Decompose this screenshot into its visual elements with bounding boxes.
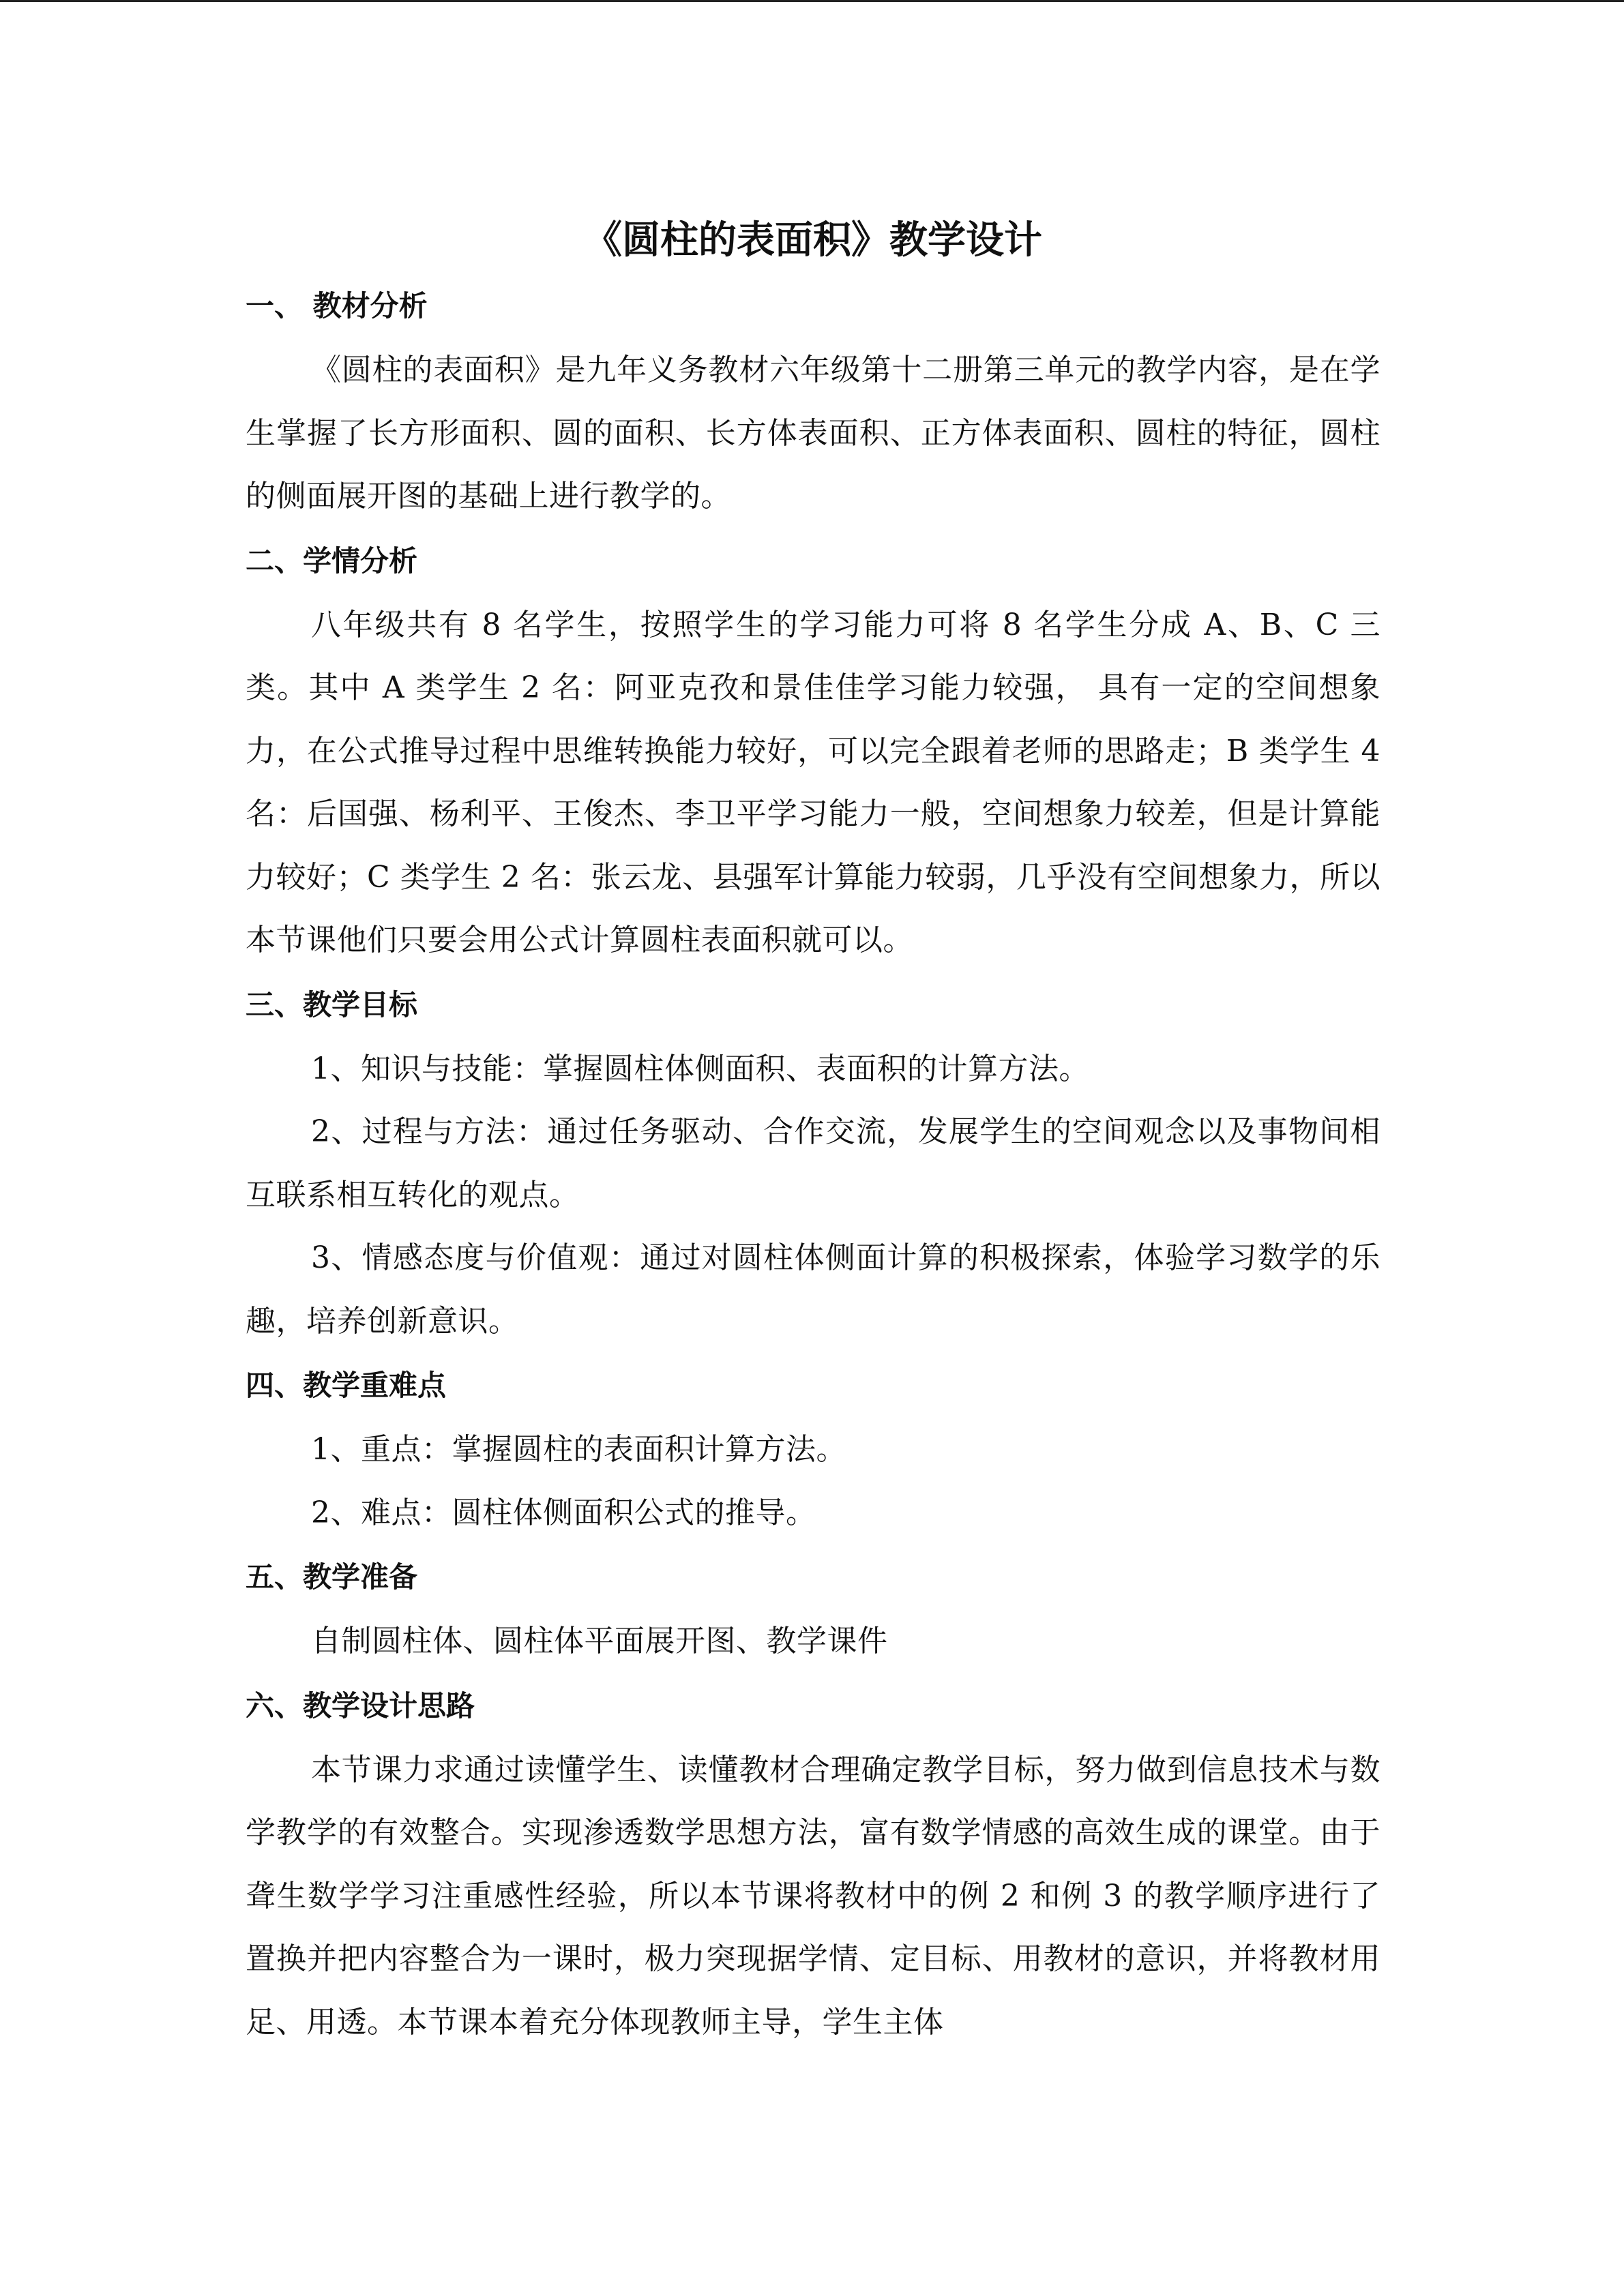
section-heading: 六、教学设计思路 — [246, 1688, 475, 1723]
section-textbook-analysis — [246, 273, 1381, 528]
page-top-border — [0, 0, 1624, 2]
section-teaching-objectives — [246, 972, 1381, 1354]
section-teaching-preparation — [246, 1545, 1381, 1673]
paragraph: 1、知识与技能：掌握圆柱体侧面积、表面积的计算方法。 — [311, 1051, 1089, 1086]
document-body — [246, 207, 1381, 2054]
section-design-approach — [246, 1673, 1381, 2055]
paragraph: 3、情感态度与价值观：通过对圆柱体侧面计算的积极探索，体验学习数学的乐趣，培养创新意识。 — [246, 1240, 1381, 1339]
section-heading: 二、学情分析 — [246, 543, 418, 578]
paragraph: 《圆柱的表面积》是九年义务教材六年级第十二册第三单元的教学内容，是在学生掌握了长方形面积、圆的面积、长方体表面积、正方体表面积、圆柱的特征，圆柱的侧面展开图的基础上进行教学的。 — [246, 353, 1381, 513]
section-heading: 一、 教材分析 — [246, 289, 428, 323]
paragraph: 1、重点：掌握圆柱的表面积计算方法。 — [311, 1432, 846, 1467]
section-key-points — [246, 1353, 1381, 1545]
document-title: 《圆柱的表面积》教学设计 — [584, 218, 1042, 263]
paragraph: 2、过程与方法：通过任务驱动、合作交流，发展学生的空间观念以及事物间相互联系相互转化的观点。 — [246, 1114, 1381, 1212]
section-heading: 三、教学目标 — [246, 987, 418, 1022]
paragraph: 八年级共有 8 名学生，按照学生的学习能力可将 8 名学生分成 A、B、C 三类。其中 A 类学生 2 名：阿亚克孜和景佳佳学习能力较强， 具有一定的空间想象力，在公式推导过程中思维转换能力较好，可以完全跟着老师的思路走；B 类学生 4 名：后国强、杨利平、王俊杰、李卫平学习能力一般，空间想象力较差，但是计算能力较好；C 类学生 2 名：张云龙、县强军计算能力较弱，几乎没有空间想象力，所以本节课他们只要会用公式计算圆柱表面积就可以。 — [246, 607, 1381, 957]
section-heading: 五、教学准备 — [246, 1560, 418, 1594]
section-student-analysis — [246, 528, 1381, 972]
paragraph: 本节课力求通过读懂学生、读懂教材合理确定教学目标，努力做到信息技术与数学教学的有效整合。实现渗透数学思想方法，富有数学情感的高效生成的课堂。由于聋生数学学习注重感性经验，所以本节课将教材中的例 2 和例 3 的教学顺序进行了置换并把内容整合为一课时，极力突现据学情、定目标、用教材的意识，并将教材用足、用透。本节课本着充分体现教师主导，学生主体 — [246, 1752, 1381, 2040]
paragraph: 2、难点：圆柱体侧面积公式的推导。 — [311, 1495, 816, 1530]
paragraph: 自制圆柱体、圆柱体平面展开图、教学课件 — [311, 1624, 888, 1658]
section-heading: 四、教学重难点 — [246, 1369, 447, 1402]
